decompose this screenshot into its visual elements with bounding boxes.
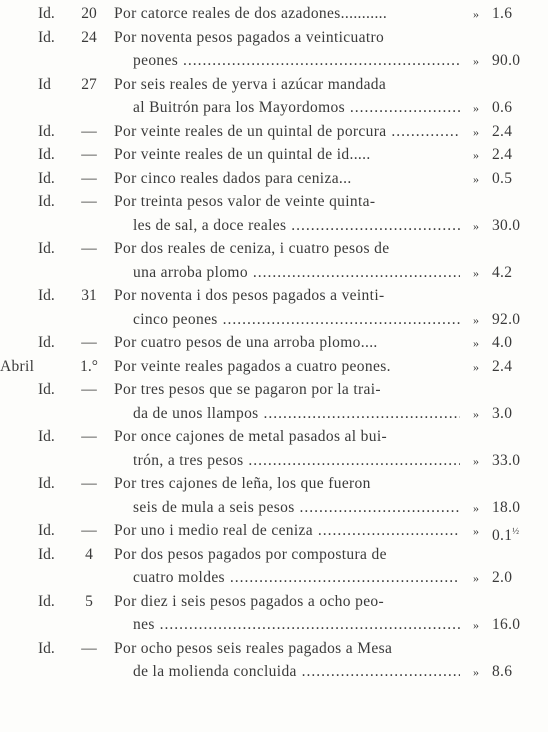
currency-mark: » xyxy=(473,336,479,350)
ledger-line xyxy=(0,356,548,378)
currency-mark: » xyxy=(473,124,479,139)
entry-day: — xyxy=(81,193,97,210)
entry-description: Por noventa i dos pesos pagados a veinti- xyxy=(114,287,385,304)
ledger-line xyxy=(0,50,548,72)
ledger-line xyxy=(0,74,548,96)
entry-description: cinco peones ..... xyxy=(133,309,460,331)
entry-amount: 4.2 xyxy=(492,263,513,281)
entry-amount: 4.0 xyxy=(492,334,513,351)
ledger-line xyxy=(0,638,548,660)
entry-amount: 2.0 xyxy=(492,569,513,586)
entry-amount: 18.0 xyxy=(492,498,521,516)
entry-amount: 2.4 xyxy=(492,357,513,375)
currency-mark: » xyxy=(473,665,479,679)
entry-id-mark: Id. xyxy=(38,240,55,257)
entry-amount: 33.0 xyxy=(492,451,521,469)
entry-day: — xyxy=(81,475,97,492)
entry-day: — xyxy=(81,240,97,257)
ledger-line xyxy=(0,121,548,143)
entry-id-mark: Id. xyxy=(38,169,55,187)
entry-description: Por tres cajones de leña, los que fueron xyxy=(114,475,371,492)
ledger-line xyxy=(0,520,548,545)
entry-description: Por cuatro pesos de una arroba plomo.... xyxy=(114,334,378,351)
entry-description: Por cinco reales dados para ceniza... xyxy=(114,169,352,187)
entry-description: Por dos pesos pagados por compostura de xyxy=(114,545,387,563)
entry-day: — xyxy=(81,169,97,187)
entry-description: Por veinte reales de un quintal de id..... xyxy=(114,146,371,163)
entry-description: da de unos llampos ..... xyxy=(133,403,460,425)
entry-description: Por once cajones de metal pasados al bui- xyxy=(114,428,388,445)
entry-description: les de sal, a doce reales ..... xyxy=(133,215,460,237)
entry-id-mark: Id xyxy=(38,75,51,93)
entry-id-mark: Id. xyxy=(38,428,55,445)
entry-description: cuatro moldes ..... xyxy=(133,567,460,589)
ledger-line xyxy=(0,661,548,683)
ledger-line xyxy=(0,614,548,636)
entry-day: 20 xyxy=(81,5,97,22)
entry-day: 27 xyxy=(81,75,97,93)
ledger-line xyxy=(0,168,548,190)
entry-description: al Buitrón para los Mayordomos ..... xyxy=(133,97,460,119)
ledger-line xyxy=(0,309,548,331)
entry-id-mark: Id. xyxy=(38,122,55,140)
entry-id-mark: Id. xyxy=(38,475,55,492)
entry-amount: 92.0 xyxy=(492,310,521,328)
entry-amount: 1.6 xyxy=(492,5,513,22)
ledger-line xyxy=(0,591,548,613)
entry-description: nes ..... xyxy=(133,614,460,636)
ledger-line xyxy=(0,450,548,472)
entry-id-mark: Id. xyxy=(38,639,55,657)
currency-mark: » xyxy=(473,500,479,515)
entry-id-mark: Id. xyxy=(38,5,55,22)
entry-id-mark: Id. xyxy=(38,334,55,351)
entry-amount: 2.4 xyxy=(492,122,513,140)
entry-day: — xyxy=(81,146,97,163)
entry-id-mark: Id. xyxy=(38,545,55,563)
entry-description: una arroba plomo ..... xyxy=(133,262,460,284)
currency-mark: » xyxy=(473,218,479,233)
entry-amount: 0.6 xyxy=(492,99,513,116)
entry-day: — xyxy=(81,381,97,398)
entry-description: Por ocho pesos seis reales pagados a Mesa xyxy=(114,639,393,657)
entry-id-mark: Id. xyxy=(38,193,55,210)
ledger-line xyxy=(0,285,548,307)
ledger-line xyxy=(0,97,548,119)
entry-description: Por catorce reales de dos azadones........... xyxy=(114,5,388,22)
entry-amount: 16.0 xyxy=(492,616,521,633)
ledger-line xyxy=(0,27,548,49)
amount-fraction: ½ xyxy=(512,526,520,536)
ledger-line xyxy=(0,379,548,401)
entry-day: — xyxy=(81,522,97,539)
currency-mark: » xyxy=(473,359,479,374)
entry-description: Por seis reales de yerva i azúcar mandada xyxy=(114,75,387,93)
currency-mark: » xyxy=(473,148,479,162)
entry-description: seis de mula a seis pesos ..... xyxy=(133,497,460,519)
entry-amount: 3.0 xyxy=(492,404,513,422)
ledger-line xyxy=(0,473,548,495)
entry-description: Por noventa pesos pagados a veinticuatro xyxy=(114,28,385,46)
entry-day: — xyxy=(81,334,97,351)
entry-id-mark: Id. xyxy=(38,381,55,398)
entry-amount: 8.6 xyxy=(492,663,513,680)
ledger-line xyxy=(0,497,548,519)
currency-mark: » xyxy=(473,312,479,327)
entry-id-mark: Id. xyxy=(38,28,55,46)
ledger-line xyxy=(0,3,548,25)
ledger-line xyxy=(0,144,548,166)
ledger-line xyxy=(0,238,548,260)
currency-mark: » xyxy=(473,618,479,632)
entry-description: Por treinta pesos valor de veinte quinta- xyxy=(114,193,376,210)
currency-mark: » xyxy=(473,265,479,280)
entry-day: — xyxy=(81,122,97,140)
ledger-line xyxy=(0,544,548,566)
entry-description: Por dos reales de ceniza, i cuatro pesos de xyxy=(114,240,390,257)
entry-description: Por veinte reales pagados a cuatro peones. xyxy=(114,357,391,375)
entry-month: Abril xyxy=(0,357,35,375)
entry-description: peones ..... xyxy=(133,50,460,72)
entry-id-mark: Id. xyxy=(38,592,55,610)
entry-id-mark: Id. xyxy=(38,287,55,304)
currency-mark: » xyxy=(473,571,479,585)
entry-description: de la molienda concluida ..... xyxy=(133,661,460,683)
entry-description: Por diez i seis pesos pagados a ocho peo- xyxy=(114,592,385,610)
entry-description: trón, a tres pesos ..... xyxy=(133,450,460,472)
entry-amount: $0.1^{\frac{1}{2}}$ xyxy=(492,526,520,545)
ledger-line xyxy=(0,191,548,213)
ledger-line xyxy=(0,403,548,425)
entry-day: 1.° xyxy=(80,357,98,375)
ledger-line xyxy=(0,332,548,354)
entry-amount: 90.0 xyxy=(492,52,521,69)
entry-id-mark: Id. xyxy=(38,146,55,163)
entry-day: 4 xyxy=(85,545,93,563)
entry-day: 31 xyxy=(81,287,97,304)
currency-mark: » xyxy=(473,453,479,468)
currency-mark: » xyxy=(473,524,479,538)
currency-mark: » xyxy=(473,54,479,68)
ledger-line xyxy=(0,262,548,284)
entry-amount: 2.4 xyxy=(492,146,513,163)
entry-description: Por veinte reales de un quintal de porcura ..... xyxy=(114,121,460,143)
entry-description: Por tres pesos que se pagaron por la trai- xyxy=(114,381,381,398)
entry-day: 24 xyxy=(81,28,97,46)
entry-day: — xyxy=(81,428,97,445)
currency-mark: » xyxy=(473,101,479,115)
ledger-line xyxy=(0,567,548,589)
ledger-line xyxy=(0,215,548,237)
entry-amount: 30.0 xyxy=(492,216,521,234)
entry-day: 5 xyxy=(85,592,93,610)
entry-description: Por uno i medio real de ceniza ..... xyxy=(114,520,460,542)
currency-mark: » xyxy=(473,7,479,21)
currency-mark: » xyxy=(473,406,479,421)
entry-amount: 0.5 xyxy=(492,169,513,187)
currency-mark: » xyxy=(473,171,479,186)
entry-id-mark: Id. xyxy=(38,522,55,539)
entry-day: — xyxy=(81,639,97,657)
ledger-line xyxy=(0,426,548,448)
